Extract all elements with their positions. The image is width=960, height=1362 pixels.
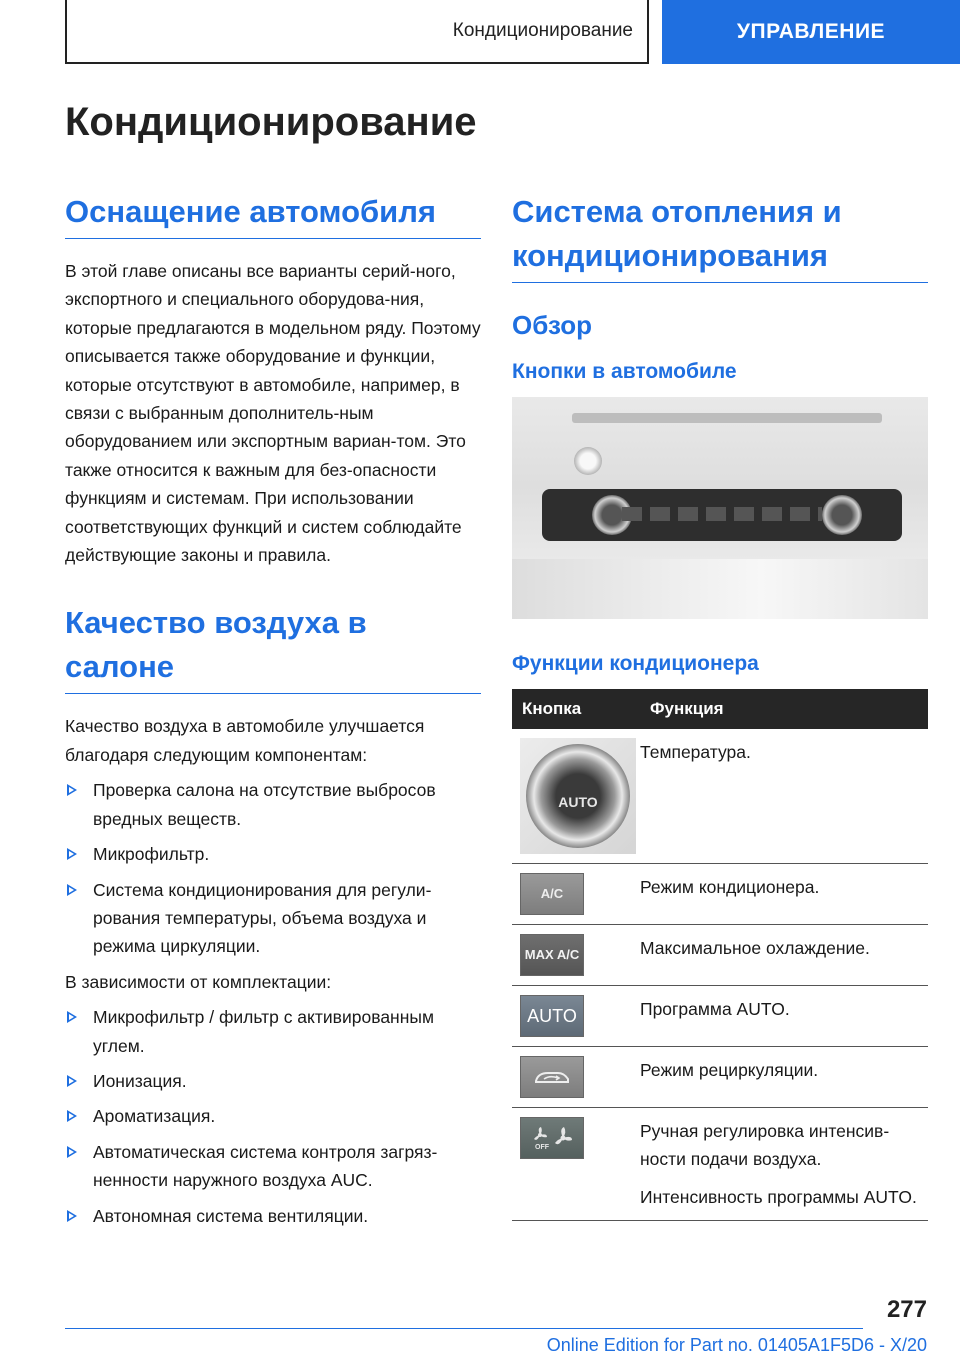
column-header-button: Кнопка (512, 689, 640, 729)
overview-heading: Обзор (512, 310, 592, 340)
triangle-bullet-icon (67, 1110, 77, 1122)
list-item: Автономная система вентиляции. (65, 1202, 481, 1230)
table-row: OFF Ручная регулировка интенсив-ности подачи воздуха. Интенсивность программы AUTO. (512, 1108, 928, 1221)
fan-icon (520, 1117, 584, 1159)
depends-text: В зависимости от комплектации: (65, 971, 332, 992)
list-item: Ароматизация. (65, 1102, 481, 1130)
functions-table (512, 689, 928, 1221)
list-item: Ионизация. (65, 1067, 481, 1095)
footer-edition: Online Edition for Part no. 01405A1F5D6 - X/20 (546, 1335, 927, 1355)
auto-temperature-knob-icon: AUTO (520, 738, 636, 854)
page-title: Кондиционирование (65, 100, 477, 144)
max-ac-button-icon: MAX A/C (520, 934, 584, 976)
list-item: Система кондиционирования для регули-рования температуры, объема воздуха и режима циркуляции. (65, 876, 481, 961)
optional-list (65, 1003, 481, 1230)
list-item: Проверка салона на отсутствие выбросов вредных веществ. (65, 776, 481, 833)
left-column (65, 190, 481, 1230)
triangle-bullet-icon (67, 1011, 77, 1023)
control-panel-photo (512, 397, 928, 619)
table-row: MAX A/C Максимальное охлаждение. (512, 925, 928, 986)
system-heading: Система отопления и кондиционирования (512, 190, 928, 283)
triangle-bullet-icon (67, 1210, 77, 1222)
recirculation-icon (520, 1056, 584, 1098)
column-header-function: Функция (640, 689, 928, 729)
triangle-bullet-icon (67, 784, 77, 796)
header-chapter[interactable] (662, 0, 960, 64)
buttons-heading: Кнопки в автомобиле (512, 360, 737, 383)
svg-text:OFF: OFF (535, 1144, 549, 1151)
triangle-bullet-icon (67, 884, 77, 896)
table-row: AUTO Программа AUTO. (512, 986, 928, 1047)
air-quality-heading: Качество воздуха в салоне (65, 601, 481, 694)
page-number: 277 (886, 1296, 927, 1323)
triangle-bullet-icon (67, 1146, 77, 1158)
equipment-heading: Оснащение автомобиля (65, 190, 481, 239)
header-section-label: Кондиционирование (452, 20, 633, 41)
list-item: Микрофильтр / фильтр с активированным углем. (65, 1003, 481, 1060)
header-chapter-label: УПРАВЛЕНИЕ (736, 20, 886, 43)
triangle-bullet-icon (67, 1075, 77, 1087)
air-quality-intro: Качество воздуха в автомобиле улучшается благодаря следующим компонентам: (65, 716, 425, 765)
ac-button-icon: A/C (520, 873, 584, 915)
auto-button-icon: AUTO (520, 995, 584, 1037)
footer-divider (65, 1328, 863, 1329)
header-section (65, 0, 649, 64)
triangle-bullet-icon (67, 848, 77, 860)
right-column (512, 190, 928, 1221)
table-row: AUTO Температура. (512, 729, 928, 864)
table-row: A/C Режим кондиционера. (512, 864, 928, 925)
list-item: Микрофильтр. (65, 840, 481, 868)
equipment-text: В этой главе описаны все варианты серий-ного, экспортного и специального оборудова-ния, которые предлагаются в модельном ряду. Поэтому описывается также оборудование и функции, которые отсутствуют в автомобиле, например, в связи с выбранным дополнитель-ным оборудованием или экспортным вариан-том. Это также относится к важным для без-опасности функциям и системам. При использовании соответствующих функций и систем соблюдайте действующие законы и правила. (65, 261, 481, 566)
table-row: Режим рециркуляции. (512, 1047, 928, 1108)
functions-heading: Функции кондиционера (512, 652, 759, 675)
air-quality-list (65, 776, 481, 960)
list-item: Автоматическая система контроля загряз-ненности наружного воздуха AUC. (65, 1138, 481, 1195)
